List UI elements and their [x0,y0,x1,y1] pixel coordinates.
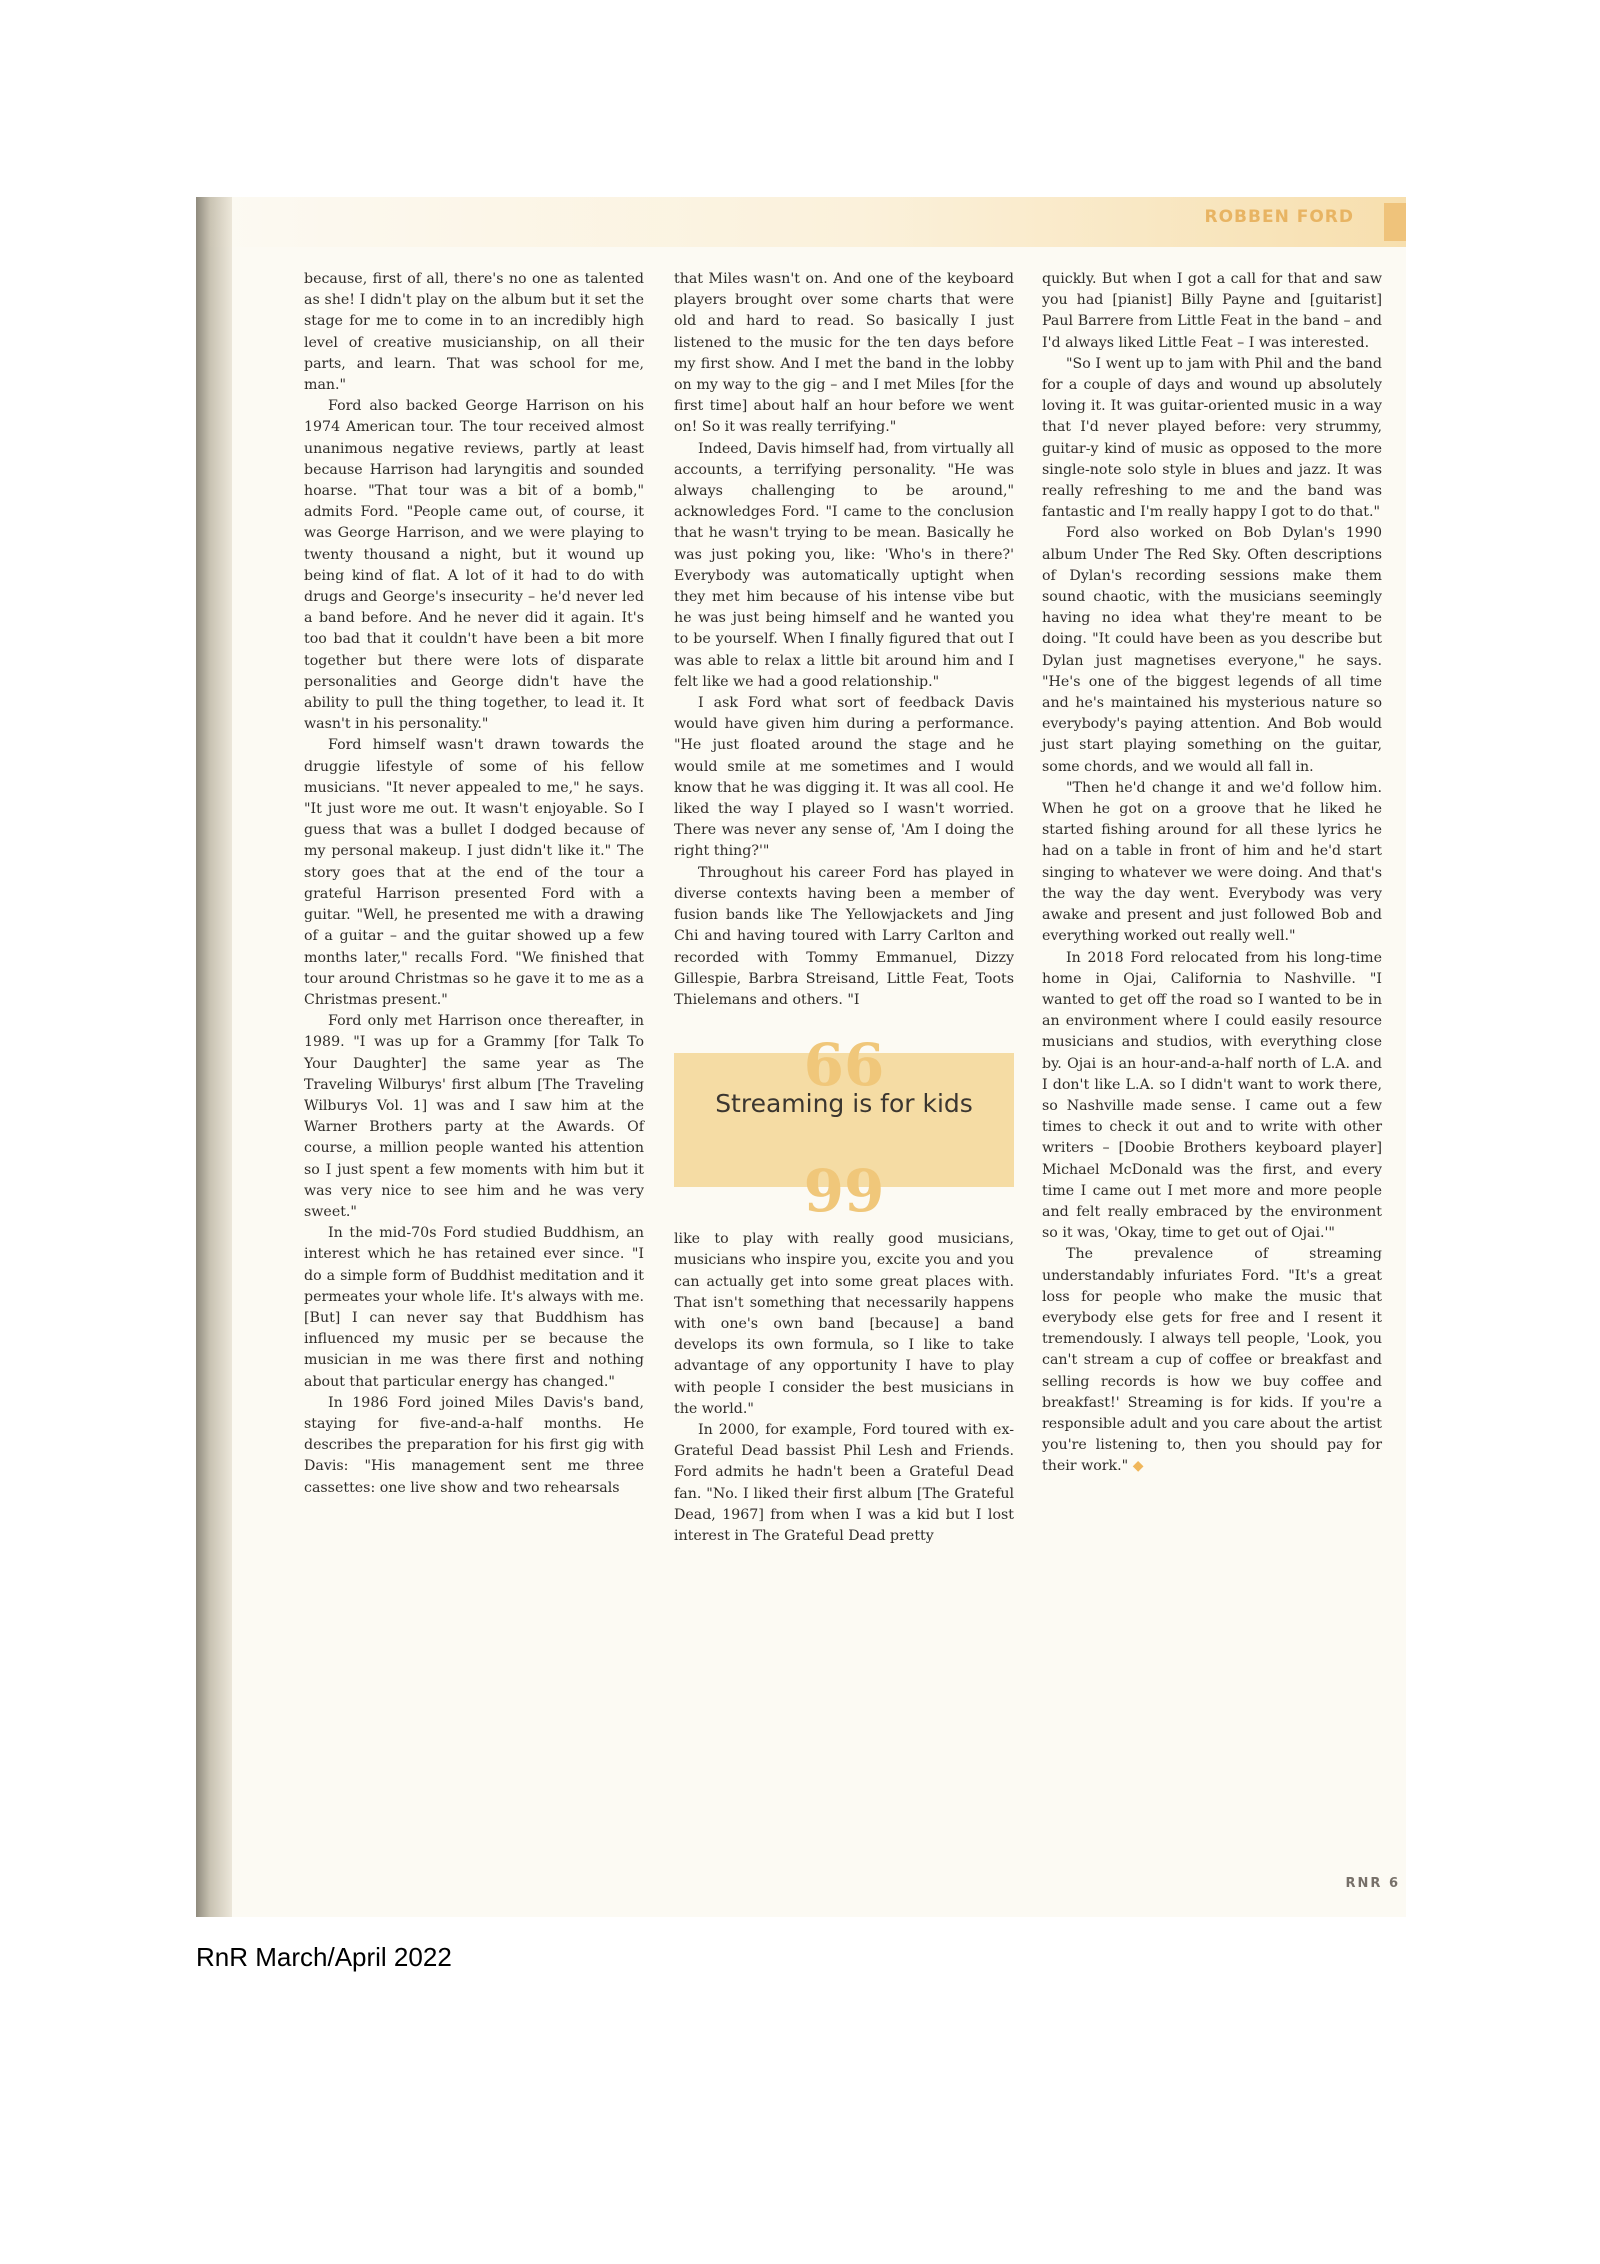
open-quote-mark-icon: 66 [803,1031,885,1100]
running-head: ROBBEN FORD [1204,207,1354,227]
paragraph: In 2000, for example, Ford toured with ex-Grateful Dead bassist Phil Lesh and Friends. Ford admits he hadn't been a Grateful Dead fan. "No. I liked their first album [The Grateful Dead, 1967] from when I was a kid but I lost interest in The Grateful Dead pretty [674,1421,1014,1544]
paragraph [1042,1244,1382,1477]
running-header-band [196,197,1406,247]
paragraph: Ford himself wasn't drawn towards the druggie lifestyle of some of his fellow musicians. "It never appealed to me," he says. "It just wore me out. It wasn't enjoyable. So I guess that was a bullet I dodged because of my personal makeup. I just didn't like it." The story goes that at the end of the tour a grateful Harrison presented Ford with a guitar. "Well, he presented me with a drawing of a guitar – and the guitar showed up a few months later," recalls Ford. "We finished that tour around Christmas so he gave it to me as a Christmas present." [304,737,644,1008]
column-3 [1042,269,1382,1478]
paragraph: In 1986 Ford joined Miles Davis's band, staying for five-and-a-half months. He describes the preparation for his first gig with Davis: "His management sent me three cassettes: one live show and two rehearsals [304,1394,644,1496]
column-1 [304,269,644,1499]
pull-quote [674,1031,1014,1226]
paragraph: Indeed, Davis himself had, from virtually all accounts, a terrifying personality. "He was always challenging to be around," acknowledges Ford. "I came to the conclusion that he wasn't trying to be mean. Basically he was just poking you, like: 'Who's in there?' Everybody was automatically uptight when they met him because of his intense vibe but he was just being himself and he wanted you to be yourself. When I finally figured that out I was able to relax a little bit around him and I felt like we had a good relationship." [674,440,1014,690]
paragraph: quickly. But when I got a call for that and saw you had [pianist] Billy Payne and [guitarist] Paul Barrere from Little Feat in the band – and I'd always liked Little Feat – I was interested. [1042,271,1382,351]
paragraph: Ford also backed George Harrison on his 1974 American tour. The tour received almost unanimous negative reviews, partly at least because Harrison had laryngitis and sounded hoarse. "That tour was a bit of a bomb," admits Ford. "People came out, of course, it was George Harrison, and we were playing to twenty thousand a night, but it wound up being kind of flat. A lot of it had to do with drugs and George's insecurity – he'd never led a band before. And he never did it again. It's too bad that it couldn't have been a bit more together but there were lots of disparate personalities and George didn't have the ability to pull the thing together, to lead it. It wasn't in his personality." [304,398,644,733]
paragraph: Throughout his career Ford has played in diverse contexts having been a member of fusion bands like The Yellowjackets and Jing Chi and having toured with Larry Carlton and recorded with Tommy Emmanuel, Dizzy Gillespie, Barbra Streisand, Little Feat, Toots Thielemans and others. "I [674,864,1014,1008]
paragraph: Ford also worked on Bob Dylan's 1990 album Under The Red Sky. Often descriptions of Dylan's recording sessions make them sound chaotic, with the musicians seemingly having no idea what they're meant to be doing. "It could have been as you describe but Dylan just magnetises everyone," he says. "He's one of the biggest legends of all time and he's maintained his mysterious nature so everybody's paying attention. And Bob would just start playing something on the guitar, some chords, and we would all fall in. [1042,525,1382,775]
magazine-page-scan [196,197,1406,1917]
header-color-tab [1384,203,1406,241]
paragraph: "Then he'd change it and we'd follow him. When he got on a groove that he liked he started fishing around for all these lyrics he had on a table in front of him and he'd start singing to whatever we were doing. And that's the way the day went. Everybody was very awake and present and just followed Bob and everything worked out really well." [1042,779,1382,945]
paragraph: because, first of all, there's no one as talented as she! I didn't play on the album but it set the stage for me to come in to an incredibly high level of creative musicianship, on all their parts, and learn. That was school for me, man." [304,271,644,394]
page-folio: RNR 6 [1345,1876,1400,1891]
paragraph: like to play with really good musicians, musicians who inspire you, excite you and you can actually get into some great places with. That isn't something that necessarily happens with one's own band [because] a band develops its own formula, so I like to take advantage of any opportunity I have to play with people I consider the best musicians in the world." [674,1231,1014,1417]
column-2 [674,269,1014,1547]
close-quote-mark-icon: 99 [803,1157,885,1226]
source-caption: RnR March/April 2022 [196,1942,452,1972]
pull-quote-text: Streaming is for kids [715,1089,973,1119]
paragraph: "So I went up to jam with Phil and the band for a couple of days and wound up absolutely loving it. It was guitar-oriented music in a way that I'd never played before: very strummy, guitar-y kind of music as opposed to the more single-note solo style in blues and jazz. It was really refreshing to me and the band was fantastic and I'm really happy I got to do that." [1042,355,1382,521]
end-mark-icon: ◆ [1132,1458,1144,1475]
paragraph: In the mid-70s Ford studied Buddhism, an interest which he has retained ever since. "I do a simple form of Buddhist meditation and it permeates your whole life. It's always with me. [But] I can never say that Buddhism has influenced my music per se because the musician in me was there first and nothing about that particular energy has changed." [304,1225,644,1390]
paragraph: In 2018 Ford relocated from his long-time home in Ojai, California to Nashville. "I wanted to get off the road so I wanted to be in an environment where I could easily resource musicians and studios, with everything close by. Ojai is an hour-and-a-half north of L.A. and I don't like L.A. so I didn't want to work there, so Nashville made sense. I came out a few times to check it out and to write with other writers – [Doobie Brothers keyboard player] Michael McDonald was the first, and every time I came out I met more and more people and felt really embraced by the environment so it was, 'Okay, time to get out of Ojai.'" [1042,949,1382,1242]
page-spine-shadow [196,197,232,1917]
paragraph-text: The prevalence of streaming understandably infuriates Ford. "It's a great loss for people who make the music that everybody else gets for free and I resent it tremendously. I always tell people, 'Look, you can't stream a cup of coffee or breakfast and selling records is how we buy coffee and breakfast!' Streaming is for kids. If you're a responsible adult and you care about the artist you're listening to, then you should pay for their work." [1042,1246,1382,1475]
paragraph: Ford only met Harrison once thereafter, in 1989. "I was up for a Grammy [for Talk To Your Daughter] the same year as The Traveling Wilburys' first album [The Traveling Wilburys Vol. 1] was and I saw him at the Warner Brothers party at the Awards. Of course, a million people wanted his attention so I just spent a few moments with him but it was very nice to see him and he was very sweet." [304,1013,644,1220]
paragraph: I ask Ford what sort of feedback Davis would have given him during a performance. "He just floated around the stage and he would smile at me sometimes and I would know that he was digging it. It was all cool. He liked the way I played so I wasn't worried. There was never any sense of, 'Am I doing the right thing?'" [674,695,1014,860]
paragraph: that Miles wasn't on. And one of the keyboard players brought over some charts that were old and hard to read. So basically I just listened to the music for the ten days before my first show. And I met the band in the lobby on my way to the gig – and I met Miles [for the first time] about half an hour before we went on! So it was really terrifying." [674,271,1014,436]
